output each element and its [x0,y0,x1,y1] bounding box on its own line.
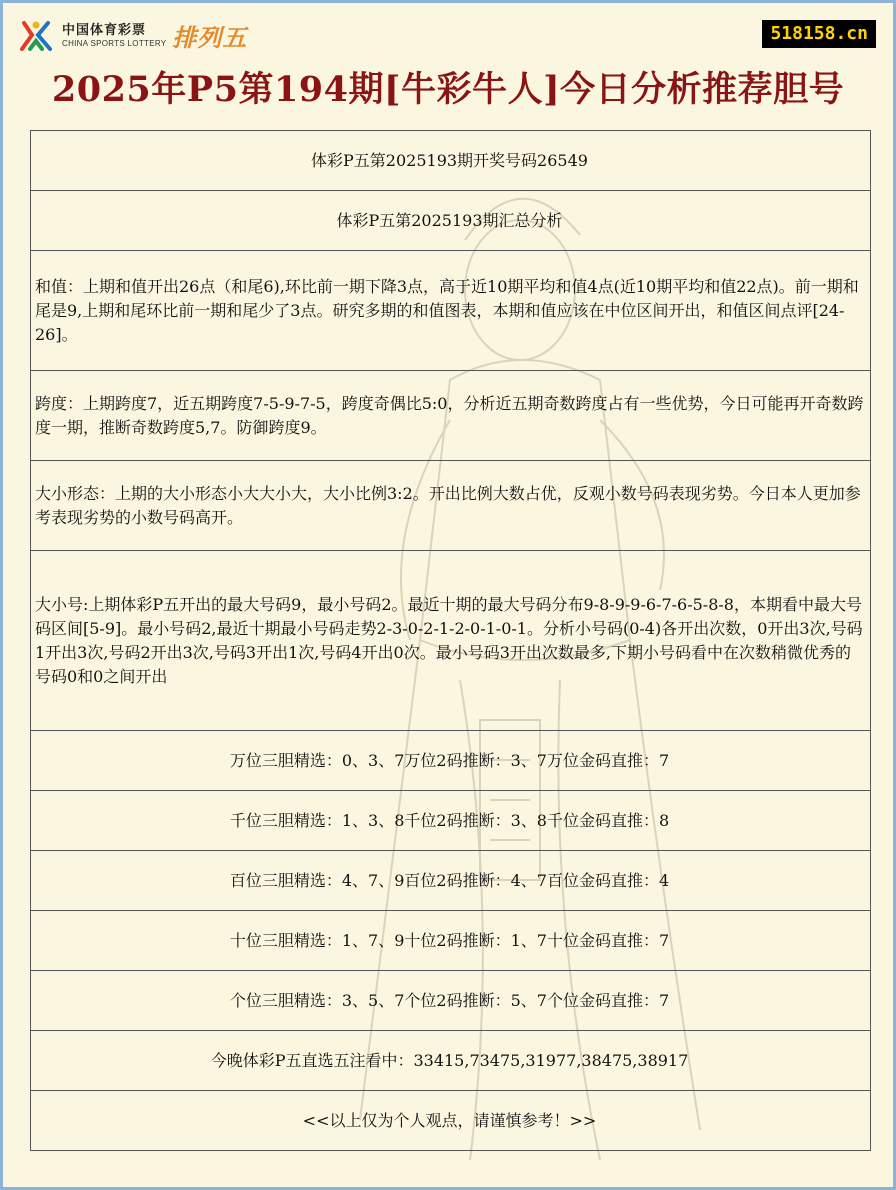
qian-position-picks-cell: 千位三胆精选：1、3、8千位2码推断：3、8千位金码直推：8 [31,791,871,851]
lottery-star-icon [18,19,54,53]
table-row [31,851,871,911]
wan-position-picks-cell: 万位三胆精选：0、3、7万位2码推断：3、7万位金码直推：7 [31,731,871,791]
logo-chinese-name: 中国体育彩票 [62,22,147,38]
table-row [31,251,871,371]
span-analysis-cell: 跨度：上期跨度7，近五期跨度7-5-9-7-5，跨度奇偶比5:0，分析近五期奇数跨度占有一些优势，今日可能再开奇数跨度一期，推断奇数跨度5,7。防御跨度9。 [31,371,871,461]
table-row [31,791,871,851]
draw-result-cell: 体彩P五第2025193期开奖号码26549 [31,131,871,191]
table-row [31,371,871,461]
table-row [31,461,871,551]
logo-text-block [62,24,166,48]
table-row [31,1031,871,1091]
logo-english-name: CHINA SPORTS LOTTERY [62,38,167,48]
analysis-table [30,130,871,1151]
size-number-analysis-cell: 大小号:上期体彩P五开出的最大号码9，最小号码2。最近十期的最大号码分布9-8-9-9-6-7-6-5-8-8，本期看中最大号码区间[5-9]。最小号码2,最近十期最小号码走势2-3-0-2-1-2-0-1-0-1。分析小号码(0-4)各开出次数，0开出3次,号码1开出3次,号码2开出3次,号码3开出1次,号码4开出0次。最小号码3开出次数最多,下期小号码看中在次数稍微优秀的号码0和0之间开出 [31,551,871,731]
table-row [31,1091,871,1151]
ge-position-picks-cell: 个位三胆精选：3、5、7个位2码推断：5、7个位金码直推：7 [31,971,871,1031]
shi-position-picks-cell: 十位三胆精选：1、7、9十位2码推断：1、7十位金码直推：7 [31,911,871,971]
page-title: 2025年P5第194期[牛彩牛人]今日分析推荐胆号 [51,69,845,110]
disclaimer-cell: <<以上仅为个人观点，请谨慎参考！>> [31,1091,871,1151]
site-badge[interactable]: 518158.cn [762,20,876,48]
table-row [31,131,871,191]
table-row [31,731,871,791]
table-row [31,911,871,971]
direct-picks-cell: 今晚体彩P五直选五注看中：33415,73475,31977,38475,38917 [31,1031,871,1091]
top-bar [0,0,896,60]
sum-value-analysis-cell: 和值：上期和值开出26点（和尾6),环比前一期下降3点，高于近10期平均和值4点(近10期平均和值22点)。前一期和尾是9,上期和尾环比前一期和尾少了3点。研究多期的和值图表，本期和值应该在中位区间开出，和值区间点评[24-26]。 [31,251,871,371]
bai-position-picks-cell: 百位三胆精选：4、7、9百位2码推断：4、7百位金码直推：4 [31,851,871,911]
summary-title-cell: 体彩P五第2025193期汇总分析 [31,191,871,251]
size-pattern-analysis-cell: 大小形态：上期的大小形态小大大小大，大小比例3:2。开出比例大数占优，反观小数号码表现劣势。今日本人更加参考表现劣势的小数号码高开。 [31,461,871,551]
table-row [31,191,871,251]
china-sports-lottery-logo [18,18,247,53]
table-row [31,971,871,1031]
logo-game-name: 排列五 [172,24,248,52]
table-row [31,551,871,731]
